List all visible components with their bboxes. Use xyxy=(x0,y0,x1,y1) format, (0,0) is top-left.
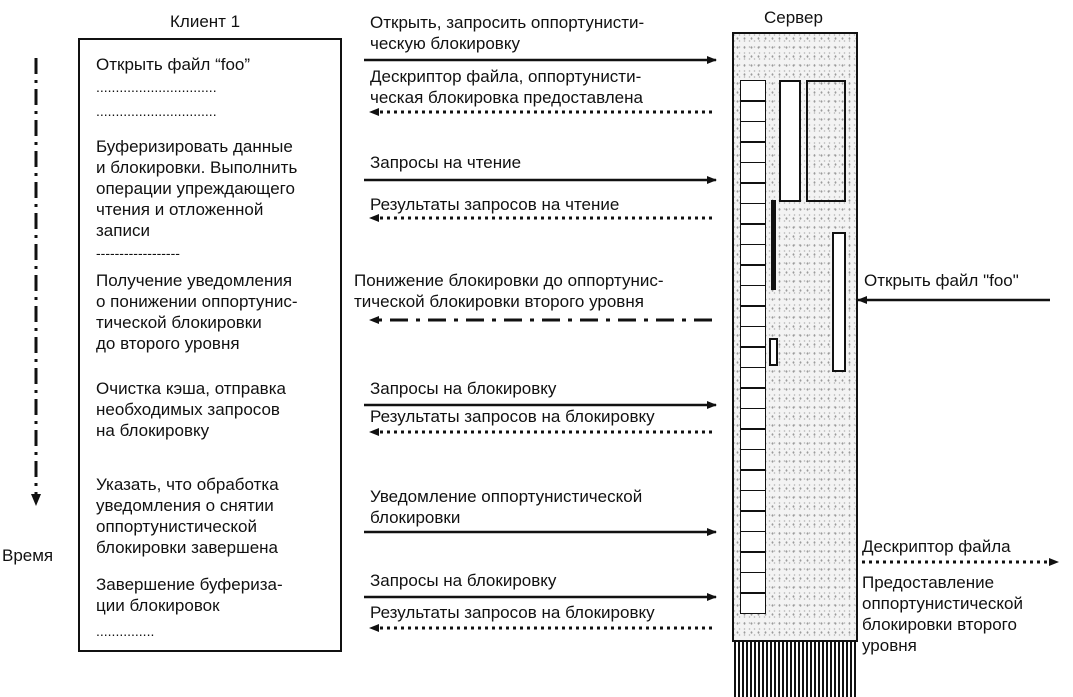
client-step-flush: Очистка кэша, отправка необходимых запросов на блокировку xyxy=(96,379,286,440)
msg-lock-results-1: Результаты запросов на блокировку xyxy=(370,407,655,426)
msg-read-requests: Запросы на чтение xyxy=(370,153,522,172)
client2-handle: Дескриптор файла xyxy=(862,537,1011,556)
client-step-ack: Указать, что обработка уведомления о снятии оппортунистической блокировки завершена xyxy=(96,475,279,557)
msg-oplock-notify: Уведомление оппортунистической блокировки xyxy=(370,487,643,527)
client-dots-3: ............... xyxy=(96,623,155,639)
client-dots-2: ............................... xyxy=(96,103,217,119)
client-dots-1: ............................... xyxy=(96,79,217,95)
client-step-buffer: Буферизировать данные и блокировки. Выполнить операции упреждающего чтения и отложенной записи xyxy=(96,137,298,240)
time-axis-arrowhead xyxy=(31,494,41,506)
client-title: Клиент 1 xyxy=(170,12,241,31)
msg-lock-requests-1: Запросы на блокировку xyxy=(370,379,557,398)
server-title: Сервер xyxy=(764,8,823,27)
client2-grant: Предоставление оппортунистической блокировки второго уровня xyxy=(862,573,1023,655)
msg-handle-granted: Дескриптор файла, оппортунисти- ческая блокировка предоставлена xyxy=(370,67,643,107)
time-label: Время xyxy=(2,546,54,565)
client-dashes: ------------------ xyxy=(96,245,180,261)
msg-read-results: Результаты запросов на чтение xyxy=(370,195,620,214)
client2-open-request: Открыть файл "foo" xyxy=(864,271,1019,290)
msg-lock-requests-2: Запросы на блокировку xyxy=(370,571,557,590)
client-step-open: Открыть файл “foo” xyxy=(96,55,251,74)
msg-open-request: Открыть, запросить оппортунисти- ческую блокировку xyxy=(370,13,645,53)
msg-lock-results-2: Результаты запросов на блокировку xyxy=(370,603,655,622)
client-step-notify: Получение уведомления о понижении оппортунис- тической блокировки до второго уровня xyxy=(96,271,298,353)
client-step-finish: Завершение буфериза- ции блокировок xyxy=(96,575,283,615)
msg-downgrade: Понижение блокировки до оппортунис- тической блокировки второго уровня xyxy=(354,271,664,311)
